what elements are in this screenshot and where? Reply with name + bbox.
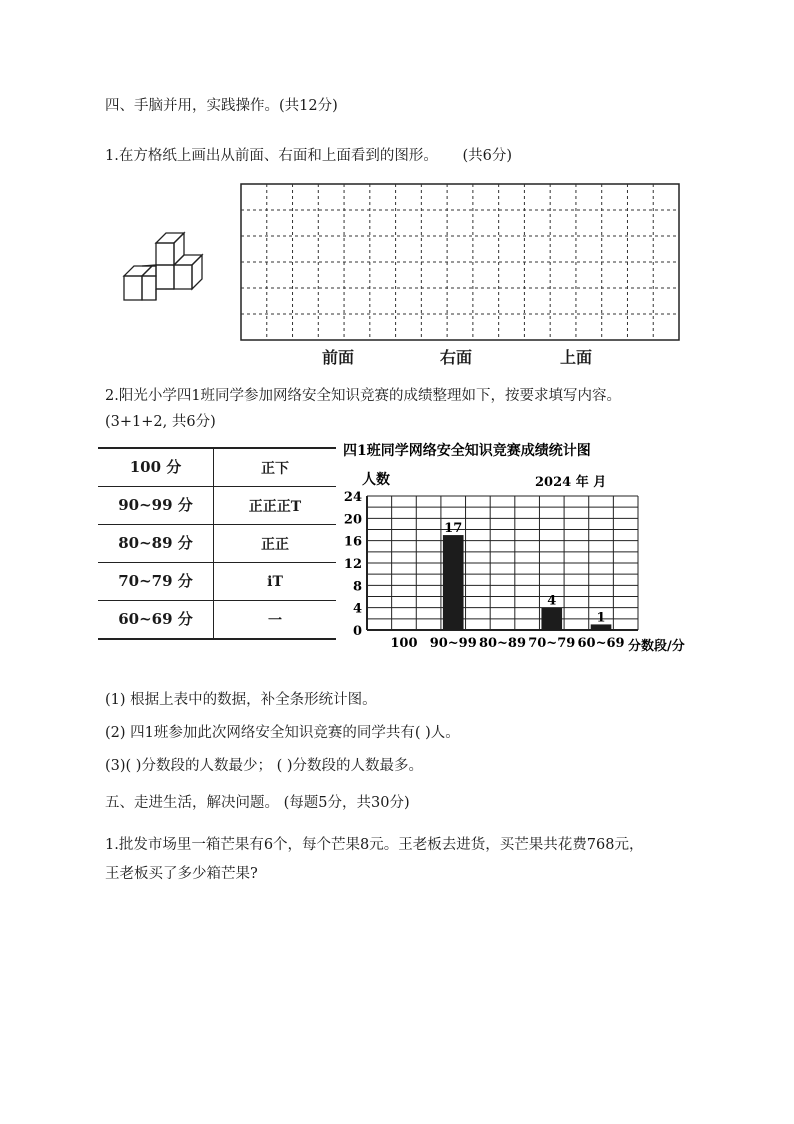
cube-figure [118, 224, 223, 304]
x-tick-label: 70~79 [528, 636, 576, 651]
y-tick-label: 4 [352, 601, 362, 617]
s5-q1-line2: 王老板买了多少箱芒果? [105, 866, 258, 882]
grid-paper[interactable] [240, 183, 680, 341]
table-cell-range: 100 分 [98, 449, 214, 486]
q2-sub3: (3)( )分数段的人数最少； ( )分数段的人数最多。 [105, 758, 423, 774]
bar-value-label: 4 [547, 593, 557, 609]
chart-ylabel: 人数 [362, 472, 390, 488]
bar [443, 535, 464, 630]
table-cell-tally: 一 [268, 612, 282, 629]
x-tick-label: 90~99 [429, 636, 477, 651]
y-tick-label: 8 [352, 579, 362, 595]
q2-points: (3+1+2, 共6分) [105, 414, 216, 430]
bar-value-label: 17 [444, 521, 463, 537]
q2-sub2: (2) 四1班参加此次网络安全知识竞赛的同学共有( )人。 [105, 725, 460, 741]
x-tick-label: 60~69 [577, 636, 625, 651]
label-right: 右面 [440, 348, 473, 367]
table-row [98, 562, 336, 600]
table-cell-range: 60~69 分 [98, 601, 214, 638]
section5-heading: 五、走进生活，解决问题。 (每题5分，共30分) [105, 795, 410, 811]
bar [541, 608, 562, 630]
q1-points: (共6分) [462, 148, 512, 164]
label-front: 前面 [322, 348, 355, 367]
table-cell-tally: 正正正T [248, 498, 302, 515]
y-tick-label: 12 [343, 557, 362, 572]
chart-date: 2024 年 月 [535, 475, 607, 490]
table-cell-range: 70~79 分 [98, 563, 214, 600]
chart-xlabel: 分数段/分 [628, 639, 685, 654]
table-row [98, 449, 336, 486]
table-cell-range: 80~89 分 [98, 525, 214, 562]
y-tick-label: 20 [343, 512, 362, 528]
label-top: 上面 [560, 348, 593, 367]
table-row [98, 486, 336, 524]
table-cell-tally: 正正 [261, 536, 289, 553]
tally-table [98, 447, 336, 640]
bar-value-label: 1 [596, 610, 606, 626]
x-tick-label: 100 [390, 636, 418, 651]
bar-chart [340, 438, 710, 658]
table-cell-tally: іT [267, 573, 283, 590]
q1-text [105, 144, 512, 165]
x-tick-label: 80~89 [478, 636, 527, 651]
y-tick-label: 24 [343, 490, 362, 505]
y-tick-label: 16 [343, 534, 362, 550]
table-row [98, 600, 336, 638]
table-cell-tally: 正下 [261, 460, 289, 477]
q2-sub1: (1) 根据上表中的数据，补全条形统计图。 [105, 692, 377, 708]
chart-title: 四1班同学网络安全知识竞赛成绩统计图 [343, 443, 591, 459]
s5-q1-line1: 1.批发市场里一箱芒果有6个，每个芒果8元。王老板去进货，买芒果共花费768元， [105, 837, 644, 853]
section4-heading: 四、手脑并用，实践操作。(共12分) [105, 98, 338, 114]
q1-prompt: 1.在方格纸上画出从前面、右面和上面看到的图形。 [105, 148, 438, 164]
y-tick-label: 0 [352, 624, 362, 639]
q2-prompt: 2.阳光小学四1班同学参加网络安全知识竞赛的成绩整理如下，按要求填写内容。 [105, 388, 622, 404]
table-cell-range: 90~99 分 [98, 487, 214, 524]
cube-top-front [156, 243, 174, 265]
table-row [98, 524, 336, 562]
